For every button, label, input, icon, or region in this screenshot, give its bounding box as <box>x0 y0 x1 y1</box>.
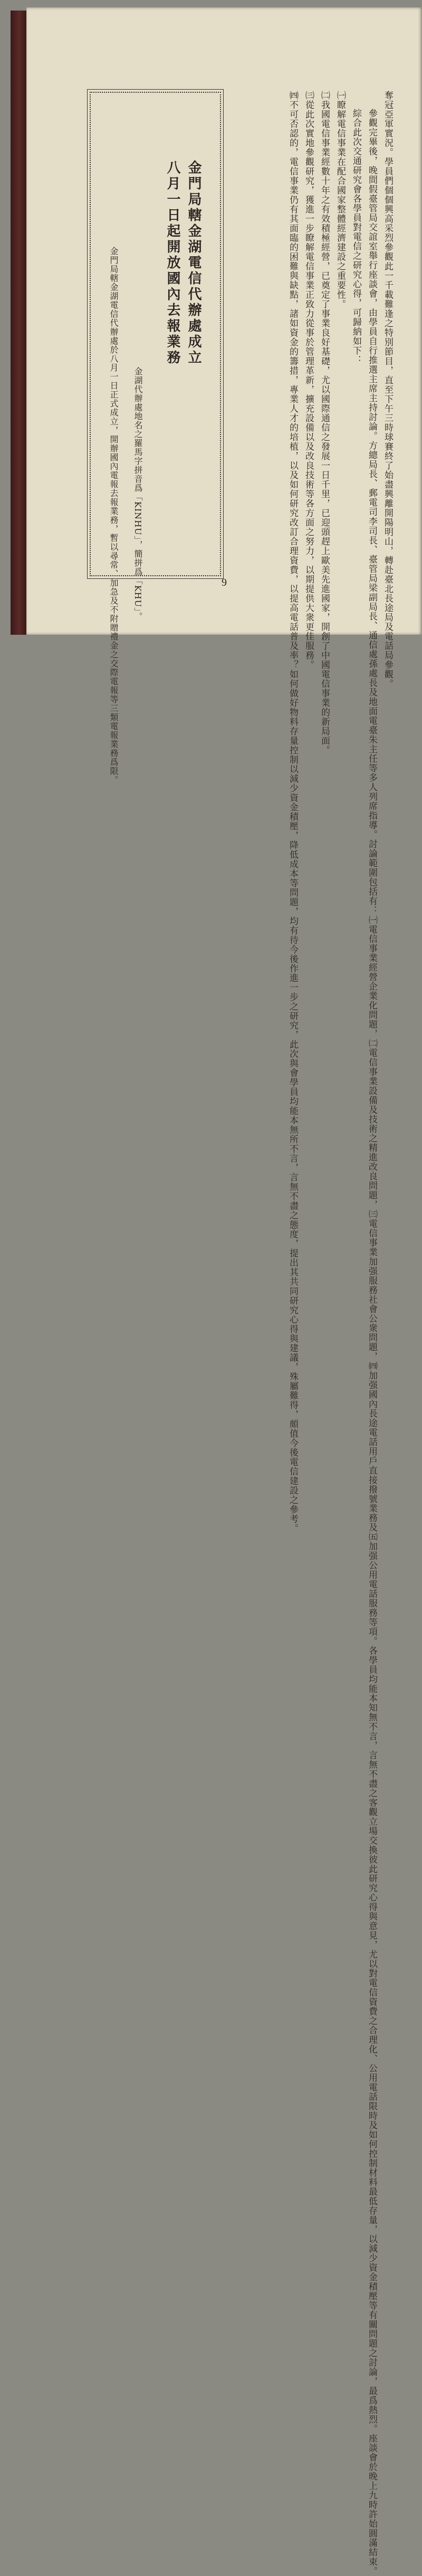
notice-text: 金門局轄金湖電信代辦處於八月一日正式成立，開辦國內電報去報業務，暫以尋常、加急及不附贈禮金之交際電報等三類電報業務爲限。 <box>109 247 119 785</box>
notice-title-line: 金門局轄金湖電信代辦處成立 <box>186 160 202 366</box>
article-list-item: ㈡我國電信事業經數十年之有效積極經營，已奠定了事業良好基礎，尤以國際通信之發展一日千里，已迎頭趕上歐美先進國家，開創了中國電信事業的新局面。 <box>319 91 330 755</box>
book-page <box>26 7 422 2576</box>
page-number: 9 <box>222 577 227 588</box>
notice-body <box>107 230 120 785</box>
notice-box <box>90 92 221 785</box>
notice-title <box>162 160 204 540</box>
article-paragraph: 綜合此次交通研究會各學員對電信之研究心得，可歸納如下： <box>351 109 361 365</box>
notice-title-line: 八月一日起開放國內去報業務 <box>165 160 180 366</box>
notice-note-text: 金湖代辦處地名之羅馬字拼音爲「KINHU」，簡拼爲「KHU」。 <box>133 367 143 622</box>
article-list-item: ㈠瞭解電信事業在配合國家整體經濟建設之重要性。 <box>335 91 346 309</box>
article-body <box>285 91 396 2576</box>
article-paragraph: 參觀完畢後，晚間假臺管局交誼室舉行座談會，由學員自行推選主席主持討論。方總局長、郵電司李司長、臺管局梁副局長、通信處孫處長及地面電臺朱主任等多人列席指導。討論範圍包括有：㈠電信事業經營企業化問題，㈡電信事業設備及技術之精進改良問題，㈢電信事業加强服務社會公衆問題，㈣加强國內長途電話用戶直接撥號業務及㈤加强公用電話服務等項。各學員均能本知無不言，言無不盡之客觀立場交換彼此研究心得與意見，尤以對電信資費之合理化、公用電話限時及如何控制材料最低存量，以減少資金積壓等有關問題之討論，最爲熱烈。座談會於晚上九時許始圓滿結束。 <box>367 109 377 2576</box>
notice-note <box>122 367 153 622</box>
article-paragraph: 奪冠亞軍實況。學員們個個興高采烈參觀此一千載難逢之特別節目，直至下午三時球賽終了始盡興離開陽明山，轉赴臺北長途局及電話局參觀。 <box>382 91 393 689</box>
article-list-item: ㈢從此次實地參觀研究，獲進一步瞭解電信事業正致力從事於管理革新，擴充設備以及改良技術等各方面之努力，以期提供大衆更佳服務。 <box>303 91 314 670</box>
article-list-item: ㈣不可否認的，電信事業仍有其面臨的困難與缺點，諸如資金的籌措，專業人才的培植，以及如何研究改訂合理資費，以提高電話普及率？如何做好物料存量控制以減少資金積壓，降低成本等問題，均有待今後作進一步之研究，此次與會學員均能本無所不言，言無不盡之態度，提出其共同研究心得與建議，殊屬難得，頗值今後電信建設之參考。 <box>287 91 298 1533</box>
